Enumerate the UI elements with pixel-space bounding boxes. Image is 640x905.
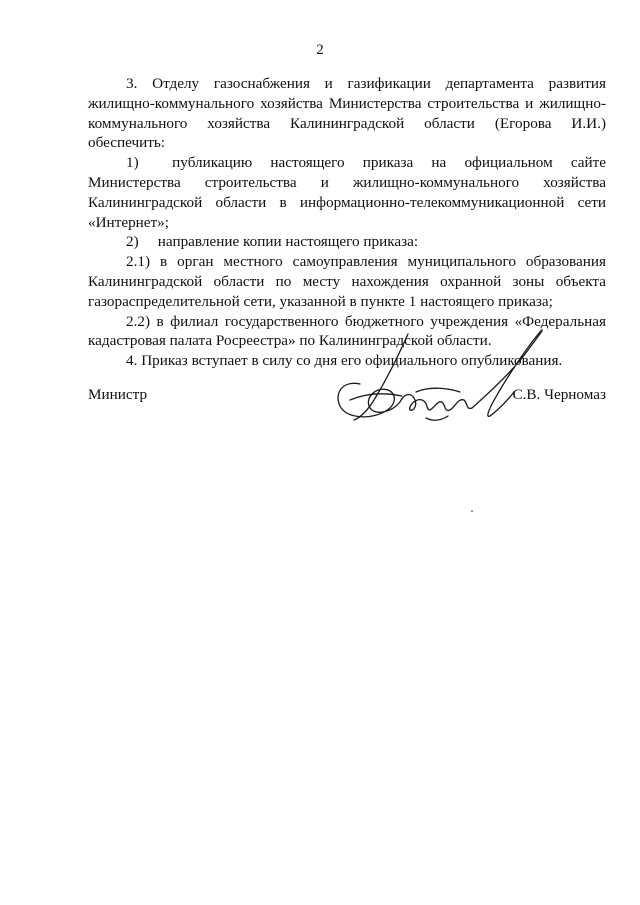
paragraph-4: 4. Приказ вступает в силу со дня его официального опубликования. (126, 352, 563, 370)
list-item-1 (88, 153, 606, 232)
scan-speck (471, 510, 473, 512)
list-item-2 (88, 232, 606, 252)
paragraph-3: 3. Отделу газоснабжения и газификации департамента развития жилищно-коммунального хозяйства Министерства строительства и жилищно-коммунального хозяйства Калининградской области (Егорова И.И.) обеспечить: (88, 75, 606, 152)
list-item-1-text: публикацию настоящего приказа на официальном сайте Министерства строительства и жилищно-коммунального хозяйства Калининградской области в информационно-телекоммуникационной сети «Интернет»; (88, 154, 607, 231)
handwritten-signature (330, 322, 560, 432)
signer-name: С.В. Черномаз (512, 386, 606, 403)
list-item-2-number: 2) (126, 233, 139, 251)
list-item-1-number: 1) (126, 154, 139, 172)
sub-item-2-1: 2.1) в орган местного самоуправления муниципального образования Калининградской области по месту нахождения охранной зоны объекта газораспределительной сети, указанной в пункте 1 настоящего приказа; (88, 253, 606, 310)
page-number: 2 (316, 42, 324, 58)
list-item-2-text: направление копии настоящего приказа: (157, 233, 419, 251)
sub-item-2-2: 2.2) в филиал государственного бюджетного учреждения «Федеральная кадастровая палата Росреестра» по Калининградской области. (88, 312, 606, 350)
position-title: Министр (88, 386, 148, 403)
